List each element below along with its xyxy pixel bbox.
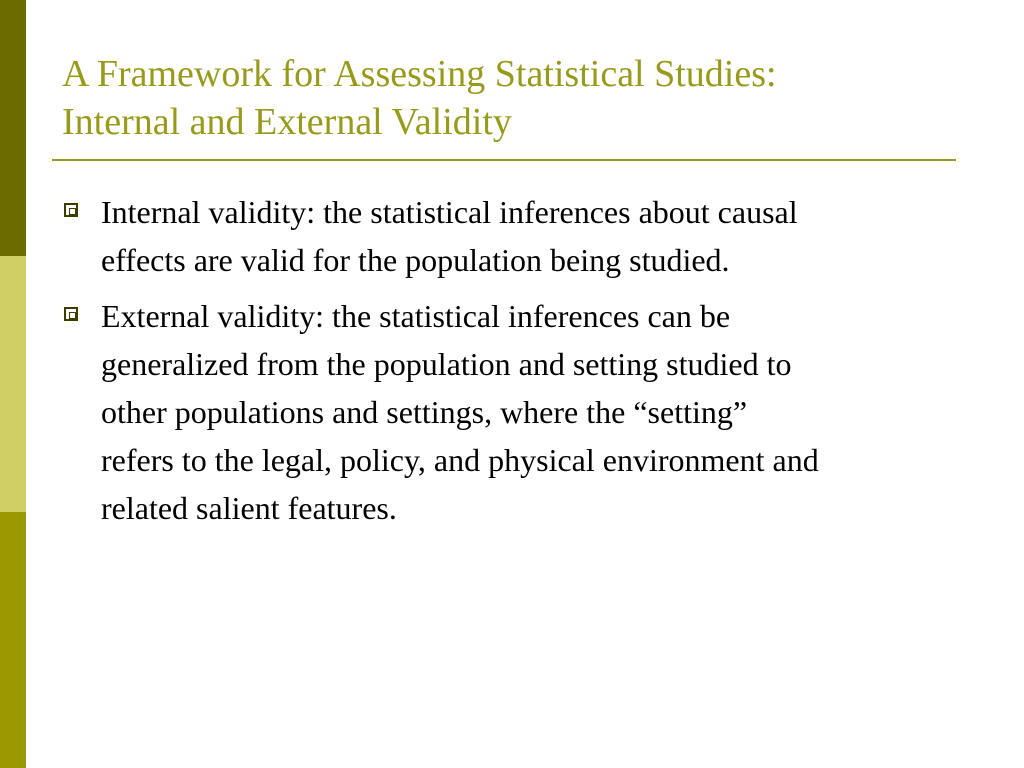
title-underline-divider xyxy=(52,159,956,161)
bullet-text-line: generalized from the population and setting studied to xyxy=(101,346,792,382)
bullet-list xyxy=(62,188,972,540)
bullet-text-line: Internal validity: the statistical inferences about causal xyxy=(101,194,798,230)
bullet-text-line: External validity: the statistical inferences can be xyxy=(101,298,731,334)
hollow-square-bullet-icon xyxy=(64,203,78,217)
bullet-text-line: related salient features. xyxy=(101,490,397,526)
hollow-square-bullet-icon xyxy=(64,307,78,321)
bullet-text-line: other populations and settings, where the “setting” xyxy=(101,394,748,430)
slide-title-line: A Framework for Assessing Statistical Studies: xyxy=(62,53,777,95)
bullet-text-line: refers to the legal, policy, and physical environment and xyxy=(101,442,819,478)
bullet-text-line: effects are valid for the population being studied. xyxy=(101,242,730,278)
bullet-item xyxy=(62,188,972,284)
side-bar-segment-bottom xyxy=(0,512,26,768)
slide-title-line: Internal and External Validity xyxy=(62,101,512,143)
slide-title xyxy=(62,50,962,146)
side-accent-bar xyxy=(0,0,26,768)
side-bar-segment-top xyxy=(0,0,26,256)
side-bar-segment-middle xyxy=(0,256,26,512)
bullet-item xyxy=(62,292,972,532)
